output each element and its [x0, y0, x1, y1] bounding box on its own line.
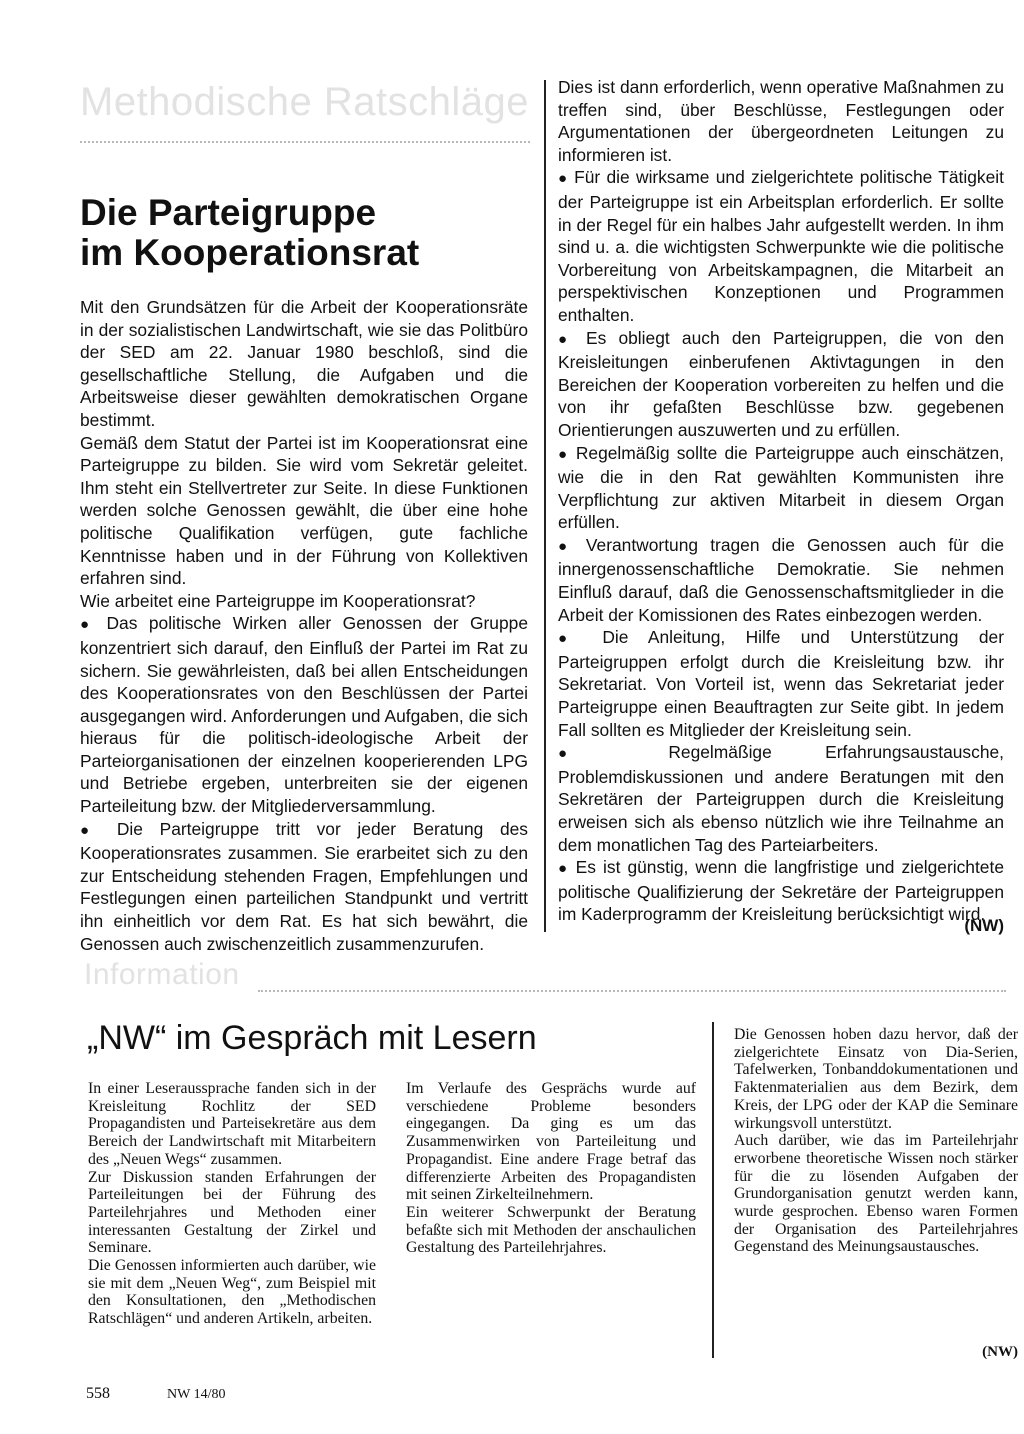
article-left-column: [80, 296, 528, 955]
bullet-paragraph: ● Regelmäßige Erfahrungsaustausche, Problemdiskussionen und andere Beratungen mit den Sekretären der Parteigruppen durch die Kreisleitung erweisen sich als ebenso nützlich wie ihre Teilnahme an dem monatlichen Tag des Parteiarbeiters.: [558, 741, 1004, 856]
bullet-paragraph: ● Für die wirksame und zielgerichtete politische Tätigkeit der Parteigruppe ist ein Arbeitsplan erforderlich. Er sollte in der Regel für ein halbes Jahr aufgestellt werden. In ihm sind u. a. die wichtigsten Schwerpunkte wie die politische Vorbereitung von Arbeitskampagnen, die Mitarbeit an perspektivischen Konzeptionen und Programmen enthalten.: [558, 166, 1004, 326]
kicker-dotted-rule: [80, 141, 530, 143]
column-divider: [712, 1022, 714, 1358]
info-column-3: [734, 1026, 1018, 1256]
info-signature: (NW): [982, 1344, 1018, 1360]
bullet-paragraph: ● Es ist günstig, wenn die langfristige und zielgerichtete politische Qualifizierung der Sekretäre der Parteigruppen im Kaderprogramm der Kreisleitung berücksichtigt wird.: [558, 856, 1004, 926]
bullet-paragraph: ● Verantwortung tragen die Genossen auch für die innergenossenschaftliche Demokratie. Sie nehmen Einfluß darauf, daß die Genossenschaftsmitglieder in die Arbeit der Komissionen des Rates einbezogen werden.: [558, 534, 1004, 626]
paragraph: Gemäß dem Statut der Partei ist im Kooperationsrat eine Parteigruppe zu bilden. Sie wird vom Sekretär geleitet. Ihm steht ein Stellvertreter zur Seite. In diese Funktionen werden solche Genossen gewählt, die über eine hohe politische Qualifikation verfügen, gute fachliche Kenntnisse haben und in der Führung von Kollektiven erfahren sind.: [80, 432, 528, 589]
paragraph: Mit den Grundsätzen für die Arbeit der Kooperationsräte in der sozialistischen Landwirtschaft, wie sie das Politbüro der SED am 22. Januar 1980 beschloß, sind die gesellschaftliche Stellung, die Aufgaben und die Arbeitsweise dieser gewählten demokratischen Organe bestimmt.: [80, 297, 528, 430]
issue-label: NW 14/80: [167, 1387, 226, 1402]
section-kicker-information: Information: [84, 958, 240, 991]
bullet-paragraph: ● Das politische Wirken aller Genossen der Gruppe konzentriert sich darauf, den Einfluß der Partei im Rat zu sichern. Sie gewährleisten, daß bei allen Entscheidungen des Kooperationsrates von den Beschlüssen der Partei ausgegangen wird. Anforderungen und Aufgaben, die sich hieraus für die politisch-ideologische Arbeit der Parteiorganisationen der einzelnen kooperierenden LPG und Betriebe ergeben, unterbreiten sie der eigenen Parteileitung bzw. der Mitgliederversammlung.: [80, 612, 528, 817]
info-column-2: [406, 1080, 696, 1257]
kicker-dotted-rule: [258, 990, 1006, 992]
bullet-paragraph: ● Es obliegt auch den Parteigruppen, die von den Kreisleitungen einberufenen Aktivtagungen in den Bereichen der Kooperation vorbereiten zu helfen und die von ihr gefaßten Beschlüsse bzw. gegebenen Orientierungen auszuwerten und zu erfüllen.: [558, 327, 1004, 442]
paragraph: Ein weiterer Schwerpunkt der Beratung befaßte sich mit Methoden der anschaulichen Gestaltung des Parteilehrjahres.: [406, 1203, 696, 1257]
paragraph: Auch darüber, wie das im Parteilehrjahr erworbene theoretische Wissen noch stärker für die zu lösenden Aufgaben der Grundorganisation genutzt werden kann, wurde gesprochen. Ebenso waren Formen der Organisation des Parteilehrjahres Gegenstand des Meinungsaustausches.: [734, 1132, 1018, 1256]
paragraph-question: Wie arbeitet eine Parteigruppe im Kooperationsrat?: [80, 590, 476, 611]
article-headline: [80, 193, 419, 273]
paragraph: Die Genossen informierten auch darüber, wie sie mit dem „Neuen Weg“, zum Beispiel mit den Konsultationen, den „Methodischen Ratschlägen“ und anderen Artikeln, arbeiten.: [88, 1257, 376, 1328]
page-number: 558: [86, 1385, 110, 1402]
bullet-paragraph: ● Regelmäßig sollte die Parteigruppe auch einschätzen, wie die in den Rat gewählten Kommunisten ihre Verpflichtung zur aktiven Mitarbeit in diesem Organ erfüllen.: [558, 442, 1004, 534]
paragraph: Dies ist dann erforderlich, wenn operative Maßnahmen zu treffen sind, über Beschlüsse, Festlegungen oder Argumentationen der übergeordneten Leitungen zu informieren ist.: [558, 77, 1004, 165]
column-divider: [544, 80, 546, 932]
headline-line-2: im Kooperationsrat: [80, 232, 420, 273]
info-column-1: [88, 1080, 376, 1328]
paragraph: Die Genossen hoben dazu hervor, daß der zielgerichtete Einsatz von Dia-Serien, Tafelwerken, Tonbanddokumentationen und Faktenmaterialien aus dem Bezirk, dem Kreis, der LPG oder der KAP die Seminare wirkungsvoll unterstützt.: [734, 1026, 1018, 1132]
paragraph: Zur Diskussion standen Erfahrungen der Parteileitungen bei der Führung des Parteilehrjahres und Methoden einer interessanten Gestaltung der Zirkel und Seminare.: [88, 1168, 376, 1257]
paragraph: In einer Leseraussprache fanden sich in der Kreisleitung Rochlitz der SED Propagandisten und Parteisekretäre aus dem Bereich der Landwirtschaft mit Mitarbeitern des „Neuen Wegs“ zusammen.: [88, 1080, 376, 1168]
article-signature: (NW): [964, 916, 1004, 935]
headline-line-1: Die Parteigruppe: [80, 192, 377, 233]
bullet-paragraph: ● Die Anleitung, Hilfe und Unterstützung der Parteigruppen erfolgt durch die Kreisleitung bzw. ihr Sekretariat. Von Vorteil ist, wenn das Sekretariat jeder Parteigruppe einen Beauftragten zur Seite gibt. In jedem Fall sollten es Mitglieder der Kreisleitung sein.: [558, 626, 1004, 741]
paragraph: Im Verlaufe des Gesprächs wurde auf verschiedene Probleme besonders eingegangen. Da ging es um das Zusammenwirken von Parteileitung und Propagandist. Eine andere Frage betraf das differenzierte Arbeiten des Propagandisten mit seinen Zirkelteilnehmern.: [406, 1080, 696, 1204]
bullet-paragraph: ● Die Parteigruppe tritt vor jeder Beratung des Kooperationsrates zusammen. Sie erarbeitet sich zu den zur Entscheidung stehenden Fragen, Empfehlungen und Festlegungen einen parteilichen Standpunkt und vertritt ihn einheitlich vor dem Rat. Es hat sich bewährt, die Genossen auch zwischenzeitlich zusammenzurufen.: [80, 818, 528, 956]
article-right-column: [558, 76, 1004, 926]
section-kicker-methodische-ratschlaege: Methodische Ratschläge: [80, 80, 530, 124]
info-headline: „NW“ im Gespräch mit Lesern: [87, 1019, 537, 1057]
